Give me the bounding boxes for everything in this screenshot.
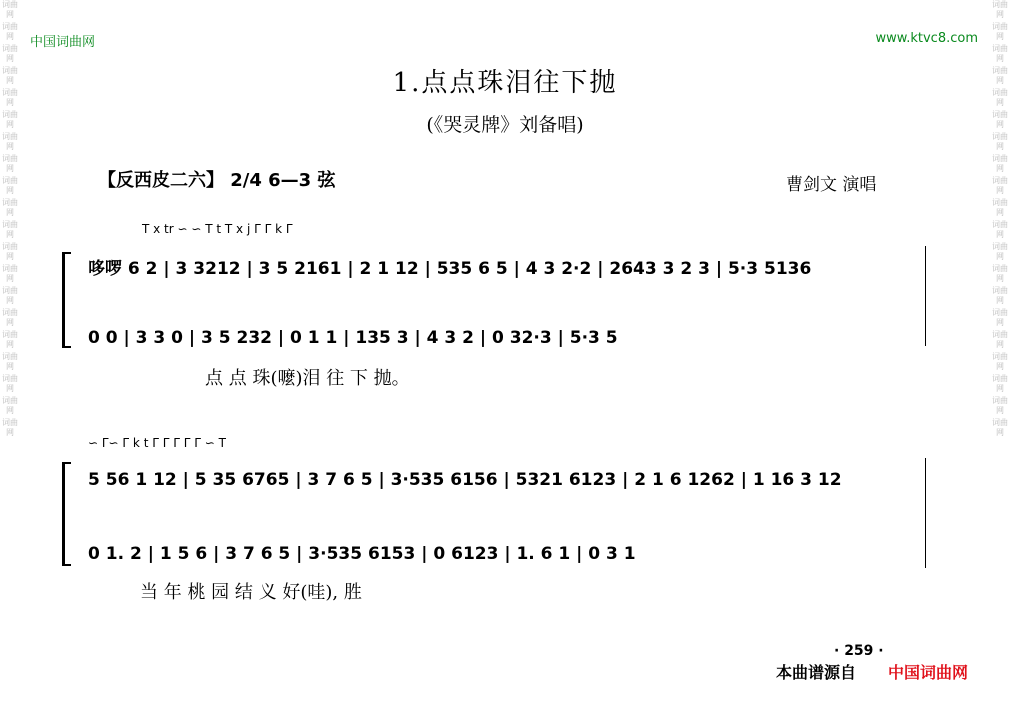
watermark-glyphs: 词曲网 bbox=[992, 22, 1008, 41]
site-url-right[interactable]: www.ktvc8.com bbox=[875, 31, 978, 46]
watermark-glyphs: 词曲网 bbox=[2, 66, 18, 85]
watermark-glyphs: 词曲网 bbox=[992, 198, 1008, 217]
watermark-glyphs: 词曲网 bbox=[2, 264, 18, 283]
ornament-marks: T x tr ∽ ∽ T t T x j Γ Γ k Γ bbox=[142, 222, 293, 236]
watermark-glyphs: 词曲网 bbox=[2, 0, 18, 19]
watermark-glyphs: 词曲网 bbox=[992, 88, 1008, 107]
watermark-glyphs: 词曲网 bbox=[992, 396, 1008, 415]
watermark-glyphs: 词曲网 bbox=[992, 220, 1008, 239]
watermark-glyphs: 词曲网 bbox=[2, 154, 18, 173]
score-system-2 bbox=[0, 420, 1010, 603]
watermark-glyphs: 词曲网 bbox=[2, 22, 18, 41]
watermark-glyphs: 词曲网 bbox=[2, 220, 18, 239]
watermark-glyphs: 词曲网 bbox=[2, 110, 18, 129]
watermark-glyphs: 词曲网 bbox=[2, 242, 18, 261]
source-site[interactable]: 中国词曲网 bbox=[888, 663, 969, 682]
watermark-glyphs: 词曲网 bbox=[992, 110, 1008, 129]
watermark-glyphs: 词曲网 bbox=[992, 352, 1008, 371]
watermark-glyphs: 词曲网 bbox=[992, 44, 1008, 63]
watermark-glyphs: 词曲网 bbox=[992, 418, 1008, 437]
system-end-barline bbox=[925, 458, 926, 568]
watermark-glyphs: 词曲网 bbox=[992, 176, 1008, 195]
system-end-barline bbox=[925, 246, 926, 346]
song-subtitle: (《哭灵牌》刘备唱) bbox=[426, 114, 584, 136]
watermark-glyphs: 词曲网 bbox=[992, 132, 1008, 151]
watermark-glyphs: 词曲网 bbox=[2, 352, 18, 371]
watermark-glyphs: 词曲网 bbox=[2, 198, 18, 217]
watermark-glyphs: 词曲网 bbox=[2, 374, 18, 393]
lower-voice: 0 1. 2 | 1 5 6 | 3 7 6 5 | 3·535 6153 | 0 6123 | 1. 6 1 | 0 3 1 bbox=[88, 544, 636, 564]
watermark-glyphs: 词曲网 bbox=[2, 44, 18, 63]
lyrics-line: 当 年 桃 园 结 义 好(哇), 胜 bbox=[140, 582, 362, 603]
watermark-glyphs: 词曲网 bbox=[992, 286, 1008, 305]
watermark-glyphs: 词曲网 bbox=[2, 286, 18, 305]
watermark-glyphs: 词曲网 bbox=[992, 330, 1008, 349]
page-number: · 259 · bbox=[834, 643, 884, 659]
song-title: 1.点点珠泪往下抛 bbox=[392, 68, 618, 98]
watermark-glyphs: 词曲网 bbox=[992, 0, 1008, 19]
watermark-glyphs: 词曲网 bbox=[2, 176, 18, 195]
watermark-glyphs: 词曲网 bbox=[2, 330, 18, 349]
watermark-glyphs: 词曲网 bbox=[992, 66, 1008, 85]
upper-voice: 5 56 1 12 | 5 35 6765 | 3 7 6 5 | 3·535 6156 | 5321 6123 | 2 1 6 1262 | 1 16 3 12 bbox=[88, 470, 842, 490]
watermark-glyphs: 词曲网 bbox=[992, 264, 1008, 283]
ornament-marks: ∽ Γ∽ Γ k t Γ Γ Γ Γ Γ ∽ T bbox=[88, 436, 226, 450]
upper-voice: 哆啰 6 2 | 3 3212 | 3 5 2161 | 2 1 12 | 535 6 5 | 4 3 2·2 | 2643 3 2 3 | 5·3 5136 bbox=[88, 259, 812, 279]
watermark-glyphs: 词曲网 bbox=[992, 154, 1008, 173]
source-label: 本曲谱源自 bbox=[776, 663, 857, 682]
watermark-glyphs: 词曲网 bbox=[2, 132, 18, 151]
watermark-glyphs: 词曲网 bbox=[992, 242, 1008, 261]
watermark-glyphs: 词曲网 bbox=[2, 418, 18, 437]
lyrics-line: 点 点 珠(嚒)泪 往 下 抛。 bbox=[205, 368, 410, 389]
lower-voice: 0 0 | 3 3 0 | 3 5 232 | 0 1 1 | 135 3 | 4 3 2 | 0 32·3 | 5·3 5 bbox=[88, 328, 618, 348]
site-name-left[interactable]: 中国词曲网 bbox=[30, 35, 96, 50]
watermark-glyphs: 词曲网 bbox=[992, 308, 1008, 327]
watermark-glyphs: 词曲网 bbox=[992, 374, 1008, 393]
system-bracket bbox=[62, 252, 71, 348]
watermark-glyphs: 词曲网 bbox=[2, 88, 18, 107]
watermark-glyphs: 词曲网 bbox=[2, 396, 18, 415]
singer-credit: 曹剑文 演唱 bbox=[786, 175, 877, 195]
key-signature: 【反西皮二六】 2/4 6—3 弦 bbox=[98, 170, 336, 191]
system-bracket bbox=[62, 462, 71, 566]
watermark-glyphs: 词曲网 bbox=[2, 308, 18, 327]
